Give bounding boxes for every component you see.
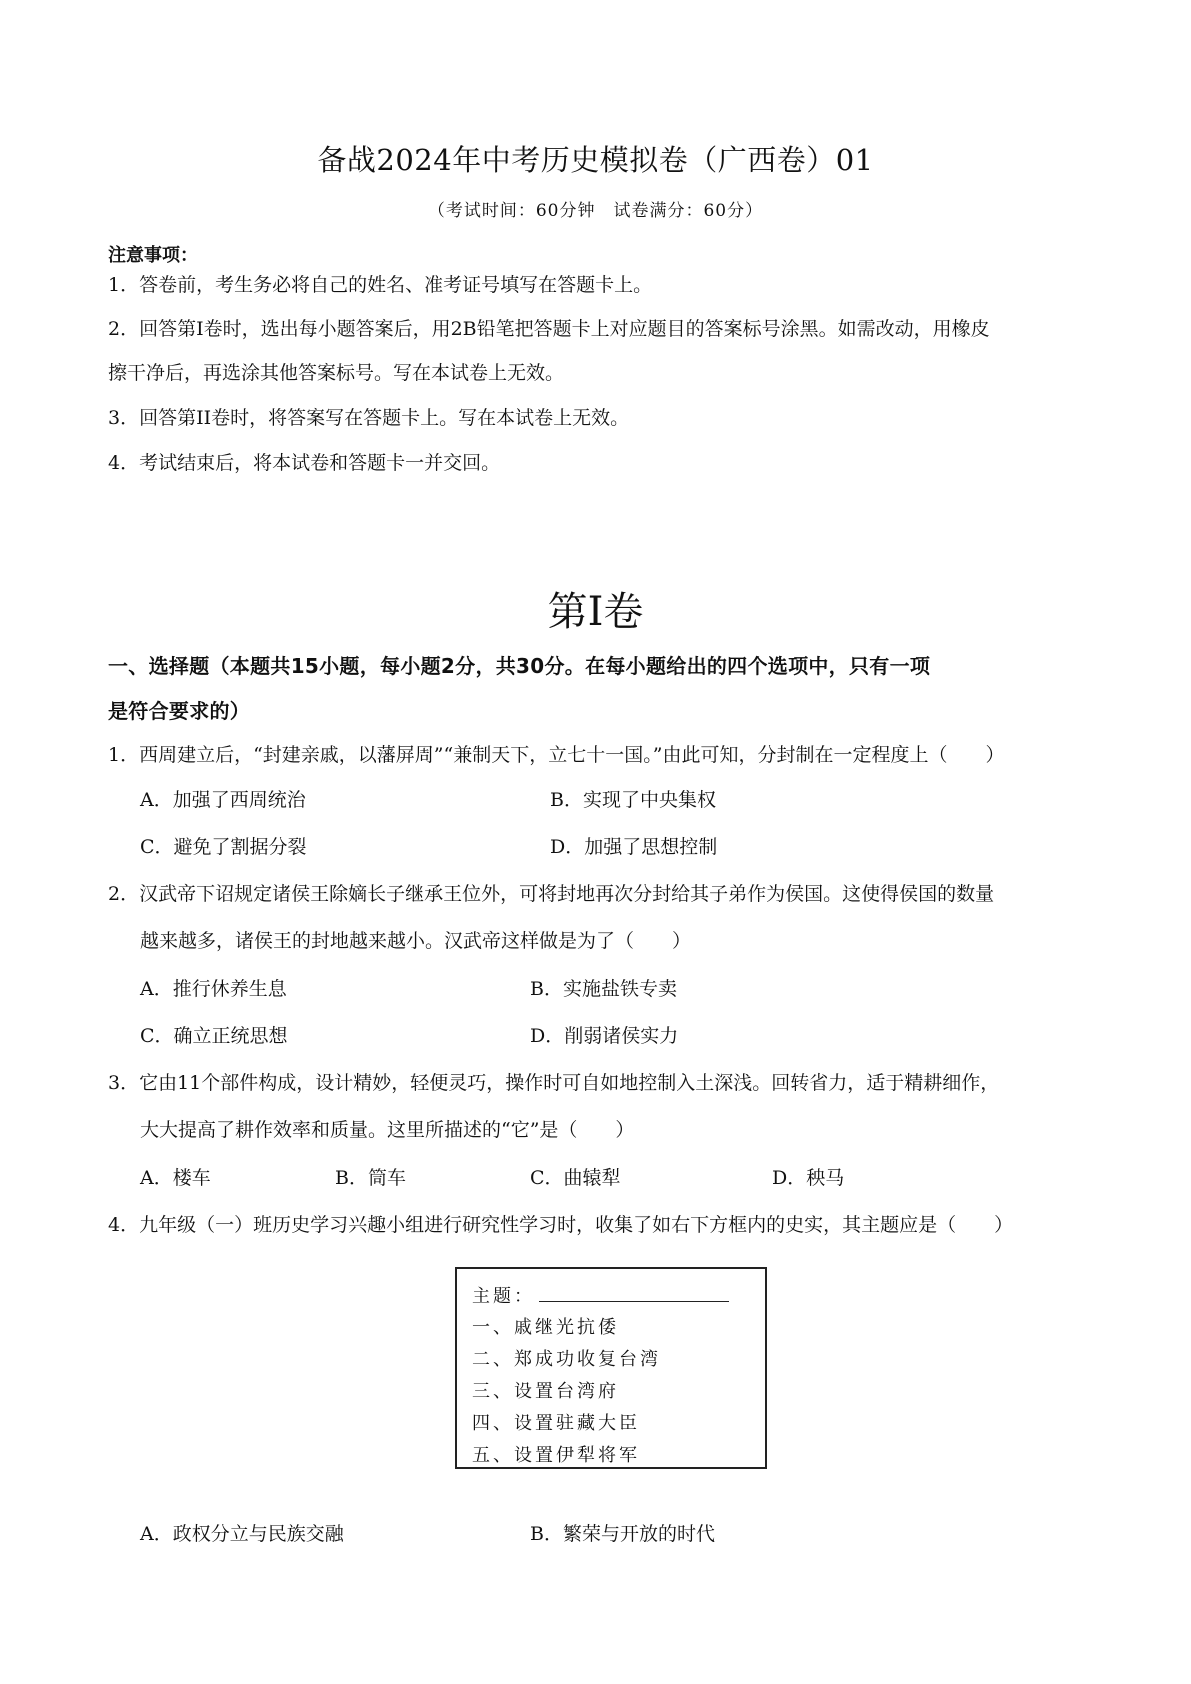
- notice-item-2: 2．回答第I卷时，选出每小题答案后，用2B铅笔把答题卡上对应题目的答案标号涂黑。如需改动，用橡皮: [108, 318, 990, 340]
- question-3-stem: 3．它由11个部件构成，设计精妙，轻便灵巧，操作时可自如地控制入土深浅。回转省力，适于精耕细作，: [108, 1072, 1000, 1094]
- notice-item-1: 1．答卷前，考生务必将自己的姓名、准考证号填写在答题卡上。: [108, 274, 653, 296]
- question-2-option-c: C．确立正统思想: [140, 1025, 288, 1047]
- fact-box-topic-label: 主题：: [472, 1286, 535, 1307]
- question-3-option-c: C．曲辕犁: [530, 1167, 621, 1189]
- fact-box-item: 四、设置驻藏大臣: [472, 1413, 640, 1434]
- question-3-stem-cont: 大大提高了耕作效率和质量。这里所描述的“它”是（ ）: [140, 1119, 635, 1141]
- part-heading-cont: 是符合要求的）: [108, 699, 251, 723]
- question-2-option-a: A．推行休养生息: [140, 978, 287, 1000]
- exam-title: 备战2024年中考历史模拟卷（广西卷）01: [317, 143, 874, 177]
- question-3-option-d: D．秧马: [772, 1167, 845, 1189]
- question-2-stem-cont: 越来越多，诸侯王的封地越来越小。汉武帝这样做是为了（ ）: [140, 930, 692, 952]
- question-4-stem: 4．九年级（一）班历史学习兴趣小组进行研究性学习时，收集了如右下方框内的史实，其主题应是（ ）: [108, 1214, 1014, 1236]
- notice-heading: 注意事项：: [108, 245, 198, 266]
- question-3-option-a: A．楼车: [140, 1167, 211, 1189]
- question-3-option-b: B．筒车: [335, 1167, 406, 1189]
- question-4-fact-box: [455, 1267, 767, 1469]
- fact-box-item: 三、设置台湾府: [472, 1381, 619, 1402]
- question-1-option-c: C．避免了割据分裂: [140, 836, 307, 858]
- question-4-option-a: A．政权分立与民族交融: [140, 1523, 344, 1545]
- question-1-option-a: A．加强了西周统治: [140, 789, 306, 811]
- question-2-option-b: B．实施盐铁专卖: [530, 978, 677, 1000]
- section-title: 第I卷: [547, 589, 644, 635]
- fact-box-topic: [472, 1283, 729, 1310]
- notice-item-3: 3．回答第II卷时，将答案写在答题卡上。写在本试卷上无效。: [108, 407, 630, 429]
- question-2-stem: 2．汉武帝下诏规定诸侯王除嫡长子继承王位外，可将封地再次分封给其子弟作为侯国。这使得侯国的数量: [108, 883, 995, 905]
- part-heading: 一、选择题（本题共15小题，每小题2分，共30分。在每小题给出的四个选项中，只有一项: [108, 654, 931, 678]
- question-1-stem: 1．西周建立后，“封建亲戚，以藩屏周”“兼制天下，立七十一国。”由此可知，分封制在一定程度上（ ）: [108, 744, 1005, 766]
- question-2-option-d: D．削弱诸侯实力: [530, 1025, 679, 1047]
- fact-box-topic-blank: [539, 1283, 729, 1302]
- fact-box-item: 二、郑成功收复台湾: [472, 1349, 661, 1370]
- question-1-option-b: B．实现了中央集权: [550, 789, 716, 811]
- exam-subtitle: （考试时间：60分钟 试卷满分：60分）: [427, 201, 764, 221]
- notice-item-2-cont: 擦干净后，再选涂其他答案标号。写在本试卷上无效。: [108, 362, 565, 384]
- fact-box-item: 五、设置伊犁将军: [472, 1445, 640, 1466]
- question-1-option-d: D．加强了思想控制: [550, 836, 718, 858]
- fact-box-item: 一、戚继光抗倭: [472, 1317, 619, 1338]
- notice-item-4: 4．考试结束后，将本试卷和答题卡一并交回。: [108, 452, 501, 474]
- question-4-option-b: B．繁荣与开放的时代: [530, 1523, 715, 1545]
